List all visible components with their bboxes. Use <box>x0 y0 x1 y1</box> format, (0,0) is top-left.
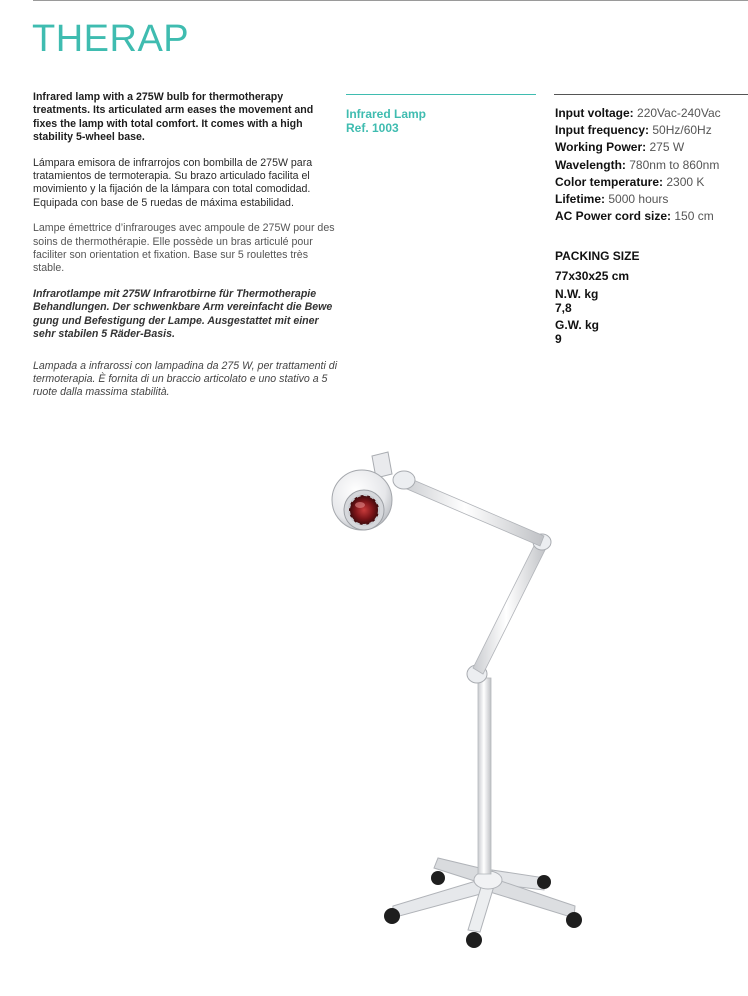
spec-label: Input frequency: <box>555 123 650 138</box>
upper-arm <box>400 476 544 546</box>
spec-row <box>555 208 721 225</box>
description-column <box>33 91 338 412</box>
lamp-head <box>332 452 392 530</box>
spec-row <box>555 174 721 191</box>
spec-row <box>555 122 721 139</box>
top-rule <box>33 0 748 1</box>
net-weight-value: 7,8 <box>555 301 572 315</box>
spec-label: Wavelength: <box>555 157 626 172</box>
gross-weight-label: G.W. kg <box>555 318 600 332</box>
specs-list <box>555 105 721 225</box>
spec-row <box>555 191 721 208</box>
spec-label: Input voltage: <box>555 106 634 120</box>
spec-row <box>555 157 721 174</box>
packing-info <box>555 249 639 346</box>
spec-value: 220Vac-240Vac <box>637 106 721 120</box>
product-info <box>346 107 426 135</box>
spec-value: 5000 hours <box>608 192 669 207</box>
product-name: Infrared Lamp <box>346 107 427 121</box>
description-english: Infrared lamp with a 275W bulb for thermotherapy treatments. Its articulated arm eases the movement and fixes the lamp with total comfort. It comes with a high stability 5-wheel base. <box>33 91 314 144</box>
spec-value: 150 cm <box>674 209 714 224</box>
description-spanish: Lámpara emisora de infrarrojos con bombilla de 275W para tratamientos de termoterapia. Su brazo articulado facilita el movimiento y la fijación de la lámpara con total comodidad. Equipada con base de 5 ruedas de máxima estabilidad. <box>33 156 313 209</box>
specs-rule <box>554 94 748 95</box>
description-german: Infrarotlampe mit 275W Infrarotbirne für Thermotherapie Behandlungen. Der schwenkbare Arm vereinfacht die Bewe gung und Befestigung der Lampe. Ausgestattet mit einer sehr stabilen 5 Räder-Basis. <box>33 287 333 341</box>
spec-value: 50Hz/60Hz <box>652 123 712 138</box>
spec-label: Lifetime: <box>555 192 606 207</box>
packing-size: 77x30x25 cm <box>555 269 630 283</box>
gross-weight-value: 9 <box>555 332 562 346</box>
spec-row <box>555 105 721 122</box>
spec-value: 2300 K <box>666 174 705 189</box>
lower-arm <box>473 540 547 674</box>
page-title: THERAP <box>32 18 190 60</box>
spec-row <box>555 139 721 156</box>
packing-heading: PACKING SIZE <box>555 249 640 263</box>
description-italian: Lampada a infrarossi con lampadina da 275 W, per trattamenti di termoterapia. È fornita di un braccio articolato e uno stativo a 5 ruote dalla massima stabilità. <box>33 359 338 399</box>
description-french: Lampe émettrice d’infrarouges avec ampoule de 275W pour des soins de thermothérapie. Elle possède un bras articulé pour faciliter son orientation et fixation. Base sur 5 roulettes très stable. <box>33 222 335 275</box>
lamp-pole <box>478 678 491 874</box>
head-joint <box>393 471 415 489</box>
spec-value: 780nm to 860nm <box>629 157 720 172</box>
spec-label: Working Power: <box>555 140 647 155</box>
spec-label: Color temperature: <box>555 174 664 189</box>
infrared-lamp-image <box>320 440 600 960</box>
product-ref: Ref. 1003 <box>346 121 399 135</box>
spec-value: 275 W <box>649 140 685 155</box>
spec-label: AC Power cord size: <box>555 209 672 224</box>
product-rule <box>346 94 536 95</box>
net-weight-label: N.W. kg <box>555 287 599 301</box>
